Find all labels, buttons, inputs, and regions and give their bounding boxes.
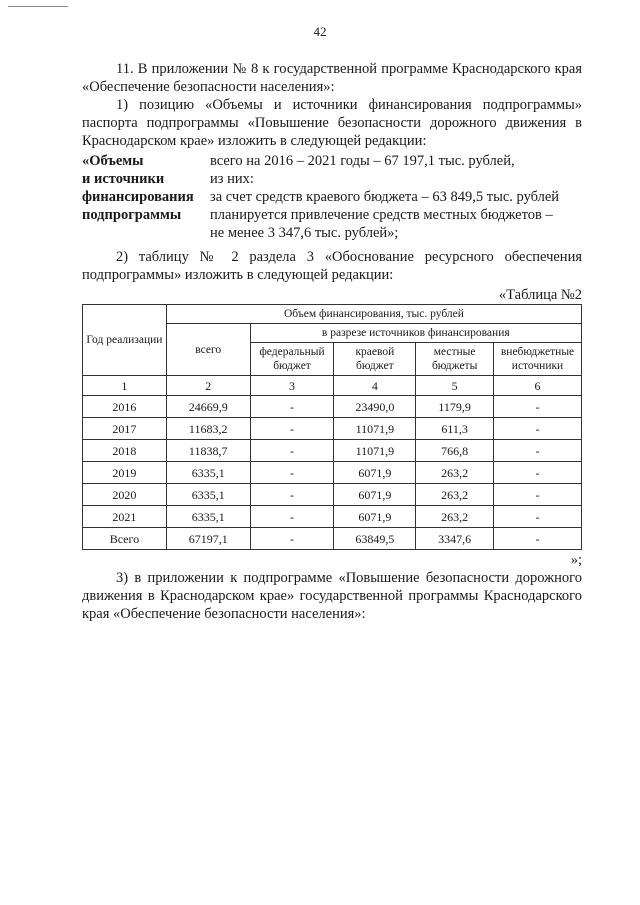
cell-local: 611,3 (416, 418, 494, 440)
index-cell: 5 (416, 376, 494, 396)
header-volume: Объем финансирования, тыс. рублей (166, 305, 581, 324)
cell-year: 2021 (83, 506, 167, 528)
cell-local: 263,2 (416, 506, 494, 528)
header-local: местные бюджеты (416, 343, 494, 376)
cell-year: 2017 (83, 418, 167, 440)
index-cell: 3 (250, 376, 334, 396)
passport-value-line: всего на 2016 – 2021 годы – 67 197,1 тыс. рублей, (210, 153, 515, 169)
cell-extra: - (494, 418, 582, 440)
cell-total: 6335,1 (166, 462, 250, 484)
cell-extra: - (494, 462, 582, 484)
cell-federal: - (250, 396, 334, 418)
paragraph-item-2: 2) таблицу № 2 раздела 3 «Обоснование ресурсного обеспечения подпрограммы» изложить в следующей редакции: (82, 249, 582, 283)
cell-federal: - (250, 484, 334, 506)
index-cell: 4 (334, 376, 416, 396)
cell-regional: 23490,0 (334, 396, 416, 418)
table-row (83, 396, 582, 418)
table-index-row (83, 376, 582, 396)
header-total: всего (166, 324, 250, 376)
cell-federal: - (250, 440, 334, 462)
financing-table (82, 304, 582, 550)
page-number: 42 (313, 24, 327, 39)
table-caption: «Таблица №2 (498, 287, 582, 303)
cell-extra: - (494, 506, 582, 528)
cell-total: 67197,1 (166, 528, 250, 550)
table-row (83, 506, 582, 528)
table-row (83, 440, 582, 462)
cell-federal: - (250, 462, 334, 484)
cell-total: 6335,1 (166, 484, 250, 506)
table-closing-quote: »; (570, 552, 582, 568)
cell-local: 263,2 (416, 462, 494, 484)
cell-regional: 11071,9 (334, 418, 416, 440)
cell-regional: 6071,9 (334, 462, 416, 484)
table-total-row (83, 528, 582, 550)
cell-total: 24669,9 (166, 396, 250, 418)
table-row (83, 462, 582, 484)
passport-value-line: планируется привлечение средств местных бюджетов – (210, 207, 553, 223)
paragraph-item-1: 1) позицию «Объемы и источники финансирования подпрограммы» паспорта подпрограммы «Повышение безопасности дорожного движения в Краснодарском крае» изложить в следующей редакции: (82, 97, 582, 149)
header-year: Год реализации (83, 305, 167, 376)
passport-label-line: подпрограммы (82, 207, 182, 223)
index-cell: 1 (83, 376, 167, 396)
passport-value-line: из них: (210, 171, 254, 187)
cell-local: 3347,6 (416, 528, 494, 550)
paragraph-11: 11. В приложении № 8 к государственной программе Краснодарского края «Обеспечение безопасности населения»: (82, 61, 582, 95)
cell-federal: - (250, 528, 334, 550)
cell-federal: - (250, 418, 334, 440)
cell-total: 11683,2 (166, 418, 250, 440)
index-cell: 6 (494, 376, 582, 396)
passport-label (82, 152, 210, 242)
header-sources: в разрезе источников финансирования (250, 324, 581, 343)
passport-label-line: «Объемы (82, 153, 144, 169)
cell-local: 263,2 (416, 484, 494, 506)
cell-total: 6335,1 (166, 506, 250, 528)
paragraph-item-3: 3) в приложении к подпрограмме «Повышение безопасности дорожного движения в Краснодарском крае» государственной программы Краснодарского края «Обеспечение безопасности населения»: (82, 570, 582, 622)
passport-value (210, 152, 582, 242)
cell-year: Всего (83, 528, 167, 550)
header-extra: внебюджетные источники (494, 343, 582, 376)
passport-value-line: не менее 3 347,6 тыс. рублей»; (210, 225, 399, 241)
cell-extra: - (494, 528, 582, 550)
header-federal: федеральный бюджет (250, 343, 334, 376)
cell-regional: 63849,5 (334, 528, 416, 550)
index-cell: 2 (166, 376, 250, 396)
cell-federal: - (250, 506, 334, 528)
document-body (82, 60, 582, 623)
header-regional: краевой бюджет (334, 343, 416, 376)
cell-year: 2018 (83, 440, 167, 462)
passport-value-line: за счет средств краевого бюджета – 63 849,5 тыс. рублей (210, 189, 560, 205)
table-row (83, 418, 582, 440)
passport-label-line: финансирования (82, 189, 194, 205)
cell-extra: - (494, 440, 582, 462)
cell-year: 2020 (83, 484, 167, 506)
cell-local: 766,8 (416, 440, 494, 462)
cell-regional: 11071,9 (334, 440, 416, 462)
cell-extra: - (494, 396, 582, 418)
table-row (83, 484, 582, 506)
passport-label-line: и источники (82, 171, 165, 187)
cell-regional: 6071,9 (334, 484, 416, 506)
cell-year: 2016 (83, 396, 167, 418)
top-rule (8, 6, 68, 7)
passport-position (82, 152, 582, 242)
cell-regional: 6071,9 (334, 506, 416, 528)
cell-local: 1179,9 (416, 396, 494, 418)
cell-extra: - (494, 484, 582, 506)
cell-total: 11838,7 (166, 440, 250, 462)
cell-year: 2019 (83, 462, 167, 484)
